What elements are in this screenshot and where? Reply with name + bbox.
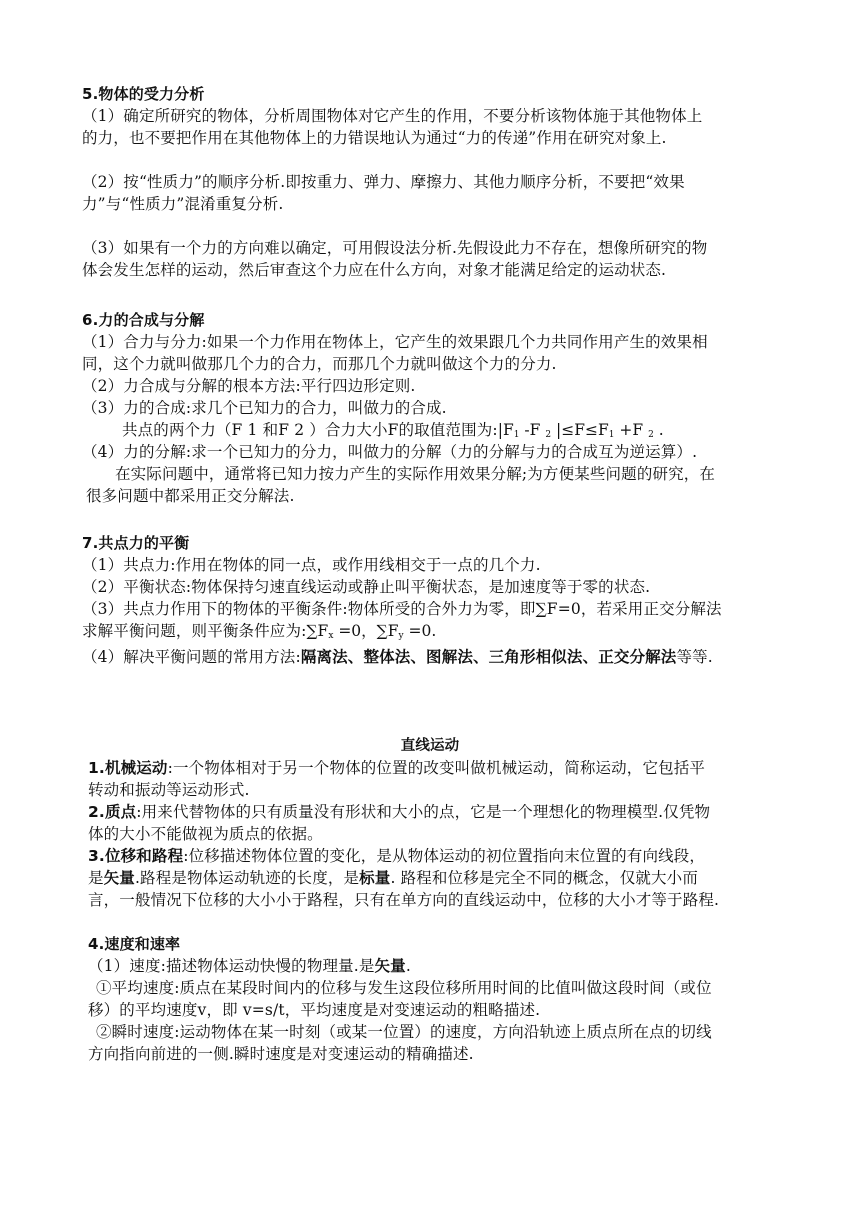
s6-p5-line2: 很多问题中都采用正交分解法. (86, 487, 295, 505)
section-6-title: 6.力的合成与分解 (82, 311, 205, 329)
s7-p3-line1: （3）共点力作用下的物体的平衡条件:物体所受的合外力为零，即∑F=0，若采用正交分解法 (82, 600, 722, 618)
s7-p3-line2 (82, 620, 782, 647)
item-4-p3-line2: 方向指向前进的一侧.瞬时速度是对变速运动的精确描述. (88, 1045, 474, 1063)
s6-p1-line1: （1）合力与分力:如果一个力作用在物体上，它产生的效果跟几个力共同作用产生的效果相 (82, 333, 708, 351)
item-1-line1: 1.机械运动:一个物体相对于另一个物体的位置的改变叫做机械运动，简称运动，它包括平 (88, 759, 706, 777)
scalar-term: 标量 (359, 869, 391, 887)
s7-p3-line2-text: 求解平衡问题，则平衡条件应为: (82, 622, 307, 640)
item-4-p2-line1: ①平均速度:质点在某段时间内的位移与发生这段位移所用时间的比值叫做这段时间（或位 (96, 979, 712, 997)
item-3-line3: 言，一般情况下位移的大小小于路程，只有在单方向的直线运动中，位移的大小才等于路程. (88, 891, 720, 909)
s5-p3-line1: （3）如果有一个力的方向难以确定，可用假设法分析.先假设此力不存在，想像所研究的物 (82, 239, 708, 257)
item-2-term: 2.质点 (88, 803, 137, 821)
item-3-term: 3.位移和路程 (88, 847, 184, 865)
s5-p2-line2: 力”与“性质力”混淆重复分析. (82, 195, 284, 213)
equilibrium-formula: $\sum F_x =0$，$\sum F_y =0$. (306, 622, 437, 641)
vector-term: 矢量 (103, 869, 135, 887)
s7-p4-methods: 隔离法、整体法、图解法、三角形相似法、正交分解法 (300, 648, 677, 666)
s7-p2: （2）平衡状态:物体保持匀速直线运动或静止叫平衡状态，是加速度等于零的状态. (82, 578, 651, 596)
item-4-p3-line1: ②瞬时速度:运动物体在某一时刻（或某一位置）的速度，方向沿轨迹上质点所在点的切线 (96, 1023, 712, 1041)
s6-p3-range-text: 共点的两个力（F 1 和F 2 ）合力大小F的取值范围为: (122, 421, 498, 439)
item-4-p1: （1）速度:描述物体运动快慢的物理量.是矢量. (88, 957, 411, 975)
s6-p5-line1: 在实际问题中，通常将已知力按力产生的实际作用效果分解;为方便某些问题的研究，在 (115, 465, 716, 483)
item-1-term: 1.机械运动 (88, 759, 168, 777)
section-7-title: 7.共点力的平衡 (82, 534, 190, 552)
s5-p3-line2: 体会发生怎样的运动，然后审查这个力应在什么方向，对象才能满足给定的运动状态. (82, 261, 667, 279)
s5-p1-line2: 的力，也不要把作用在其他物体上的力错误地认为通过“力的传递”作用在研究对象上. (82, 129, 667, 147)
s5-p2-line1: （2）按“性质力”的顺序分析.即按重力、弹力、摩擦力、其他力顺序分析，不要把“效果 (82, 173, 685, 191)
item-2-line1: 2.质点:用来代替物体的只有质量没有形状和大小的点，它是一个理想化的物理模型.仅凭物 (88, 803, 711, 821)
section-5-title: 5.物体的受力分析 (82, 85, 205, 103)
item-3-line1: 3.位移和路程:位移描述物体位置的变化，是从物体运动的初位置指向末位置的有向线段， (88, 847, 706, 865)
s5-p1-line1: （1）确定所研究的物体，分析周围物体对它产生的作用，不要分析该物体施于其他物体上 (82, 107, 703, 125)
s7-p4-suffix: 等等. (676, 648, 713, 666)
s7-p4-prefix: （4）解决平衡问题的常用方法: (82, 648, 301, 666)
velocity-vector-term: 矢量 (374, 957, 406, 975)
item-2-line2: 体的大小不能做视为质点的依据。 (88, 825, 323, 843)
s7-p1: （1）共点力:作用在物体的同一点，或作用线相交于一点的几个力. (82, 556, 541, 574)
force-range-formula: $|F_1$ -F $_2$ $|\le F\le F_1 +F$ $_2$ . (497, 421, 664, 440)
s6-p3: （3）力的合成:求几个已知力的合力，叫做力的合成. (82, 399, 447, 417)
item-1-line2: 转动和振动等运动形式. (88, 781, 250, 799)
s7-p4 (82, 646, 782, 668)
s6-p4: （4）力的分解:求一个已知力的分力，叫做力的分解（力的分解与力的合成互为逆运算）. (82, 443, 698, 461)
chapter-title: 直线运动 (400, 738, 460, 754)
item-4-title: 4.速度和速率 (88, 935, 181, 953)
s6-p2: （2）力合成与分解的根本方法:平行四边形定则. (82, 377, 416, 395)
item-3-line2: 是矢量.路程是物体运动轨迹的长度，是标量. 路程和位移是完全不同的概念，仅就大小而 (88, 869, 698, 887)
s6-p1-line2: 同，这个力就叫做那几个力的合力，而那几个力就叫做这个力的分力. (82, 355, 557, 373)
item-4-p2-line2: 移）的平均速度v，即 v=s/t，平均速度是对变速运动的粗略描述. (88, 1001, 541, 1019)
